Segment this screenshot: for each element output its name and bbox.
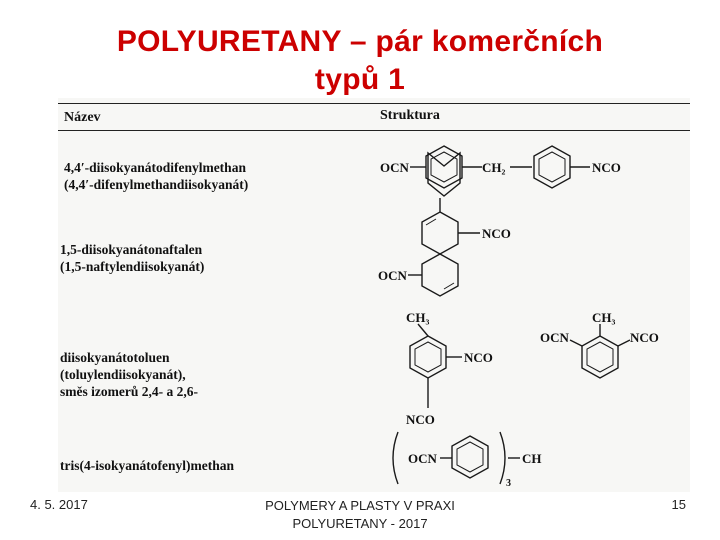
row1-label-nco: NCO	[592, 160, 621, 175]
row4-label-subscript-3: 3	[506, 478, 511, 489]
row3-name-line2: (toluylendiisokyanát),	[60, 367, 186, 382]
row3-left-label-nco-1: NCO	[464, 350, 493, 365]
row2-label-nco: NCO	[482, 226, 511, 241]
row1-label-ocn: OCN	[380, 160, 409, 175]
row3-name-line3: směs izomerů 2,4- a 2,6-	[60, 384, 198, 399]
footer-page-number: 15	[671, 497, 686, 512]
row1-label-ch2: CH₂	[482, 160, 506, 175]
footer-center-text	[230, 497, 490, 533]
row3-left-label-ch3: CH₃	[406, 310, 430, 325]
slide-title-line1: POLYURETANY – pár komerčních	[116, 25, 604, 58]
row3-right-label-ch3: CH₃	[592, 310, 616, 325]
footer-center-line1: POLYMERY A PLASTY V PRAXI	[265, 498, 455, 513]
row4-label-ch: CH	[522, 451, 542, 466]
column-header-name: Název	[64, 110, 101, 125]
row1-name-line2: (4,4′-difenylmethandiisokyanát)	[64, 177, 249, 192]
row2-name-line2: (1,5-naftylendiisokyanát)	[60, 259, 205, 274]
row2-name-line1: 1,5-diisokyanátonaftalen	[60, 242, 203, 257]
slide-title-line2: typů 1	[314, 63, 406, 96]
row4-label-ocn: OCN	[408, 451, 437, 466]
footer-center-line2: POLYURETANY - 2017	[292, 516, 428, 531]
column-header-structure: Struktura	[380, 108, 440, 123]
row3-name-line1: diisokyanátotoluen	[60, 350, 170, 365]
row3-right-label-nco: NCO	[630, 330, 659, 345]
row3-left-label-nco-2: NCO	[406, 412, 435, 427]
footer-date: 4. 5. 2017	[30, 497, 88, 512]
row1-name-line1: 4,4′-diisokyanátodifenylmethan	[64, 160, 246, 175]
row2-label-ocn: OCN	[378, 268, 407, 283]
row4-name-line1: tris(4-isokyanátofenyl)methan	[60, 458, 234, 473]
row3-right-label-ocn: OCN	[540, 330, 569, 345]
